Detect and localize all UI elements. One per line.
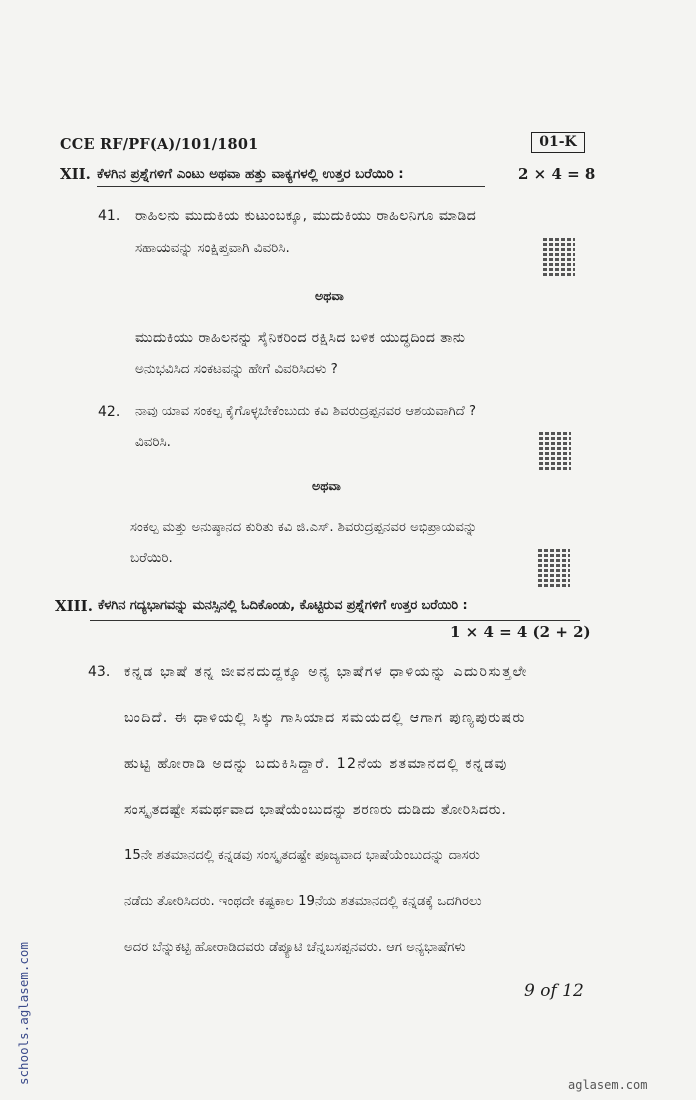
section-xii-instruction: ಕೆಳಗಿನ ಪ್ರಶ್ನೆಗಳಿಗೆ ಎಂಟು ಅಥವಾ ಹತ್ತು ವಾಕ್ಯಗಳಲ್ಲಿ ಉತ್ತರ ಬರೆಯಿರಿ : xyxy=(97,166,404,182)
passage-line: ಅದರ ಬೆನ್ನುಕಟ್ಟಿ ಹೋರಾಡಿದವರು ಡೆಪ್ಯೂಟಿ ಚೆನ್ನಬಸಪ್ಪನವರು. ಆಗ ಅನ್ಯಭಾಷೆಗಳು xyxy=(124,940,466,955)
question-42-line-2: ವಿವರಿಸಿ. xyxy=(135,434,171,450)
bottom-watermark: aglasem.com xyxy=(568,1078,648,1092)
section-xii-numeral: XII. xyxy=(60,165,91,183)
passage-line: ಹುಟ್ಟಿ ಹೋರಾಡಿ ಅದನ್ನು ಬದುಕಿಸಿದ್ದಾರೆ. 12ನೆಯ ಶತಮಾನದಲ್ಲಿ ಕನ್ನಡವು xyxy=(124,756,508,772)
passage-line: 15ನೇ ಶತಮಾನದಲ್ಲಿ ಕನ್ನಡವು ಸಂಸ್ಕೃತದಷ್ಟೇ ಪೂಜ್ಯವಾದ ಭಾಷೆಯೆಂಬುದನ್ನು ದಾಸರು xyxy=(124,848,480,863)
paper-code: CCE RF/PF(A)/101/1801 xyxy=(60,136,259,153)
passage-line: ಸಂಸ್ಕೃತದಷ್ಟೇ ಸಮರ್ಥವಾದ ಭಾಷೆಯೆಂಬುದನ್ನು ಶರಣರು ದುಡಿದು ತೋರಿಸಿದರು. xyxy=(124,802,507,818)
qr-code-icon xyxy=(537,432,571,472)
section-xiii-numeral: XIII. xyxy=(55,597,93,615)
question-41-or-label: ಅಥವಾ xyxy=(315,288,344,303)
question-41-alt-line-1: ಮುದುಕಿಯು ರಾಹಿಲನನ್ನು ಸೈನಿಕರಿಂದ ರಕ್ಷಿಸಿದ ಬಳಿಕ ಯುದ್ಧದಿಂದ ತಾನು xyxy=(135,330,466,346)
question-41-alt-line-2: ಅನುಭವಿಸಿದ ಸಂಕಟವನ್ನು ಹೇಗೆ ವಿವರಿಸಿದಳು ? xyxy=(135,361,338,377)
question-41-line-2: ಸಹಾಯವನ್ನು ಸಂಕ್ಷಿಪ್ತವಾಗಿ ವಿವರಿಸಿ. xyxy=(135,240,290,256)
question-41-line-1: ರಾಹಿಲನು ಮುದುಕಿಯ ಕುಟುಂಬಕ್ಕೂ, ಮುದುಕಿಯು ರಾಹಿಲನಿಗೂ ಮಾಡಿದ xyxy=(135,208,477,224)
passage-line: ಬಂದಿದೆ. ಈ ಧಾಳಿಯಲ್ಲಿ ಸಿಕ್ಕು ಗಾಸಿಯಾದ ಸಮಯದಲ್ಲಿ ಆಗಾಗ ಪುಣ್ಯಪುರುಷರು xyxy=(124,710,526,726)
section-xiii-marks: 1 × 4 = 4 (2 + 2) xyxy=(450,623,591,641)
passage-line: ಕನ್ನಡ ಭಾಷೆ ತನ್ನ ಜೀವನದುದ್ದಕ್ಕೂ ಅನ್ಯ ಭಾಷೆಗಳ ಧಾಳಿಯನ್ನು ಎದುರಿಸುತ್ತಲೇ xyxy=(124,664,528,680)
version-code-box: 01-K xyxy=(531,132,585,153)
qr-code-icon xyxy=(541,238,575,278)
section-xiii-instruction: ಕೆಳಗಿನ ಗದ್ಯಭಾಗವನ್ನು ಮನಸ್ಸಿನಲ್ಲಿ ಓದಿಕೊಂಡು, ಕೊಟ್ಟಿರುವ ಪ್ರಶ್ನೆಗಳಿಗೆ ಉತ್ತರ ಬರೆಯಿರಿ : xyxy=(98,598,468,613)
question-42-alt-line-2: ಬರೆಯಿರಿ. xyxy=(130,550,173,566)
question-43-number: 43. xyxy=(88,664,111,680)
section-xii-marks: 2 × 4 = 8 xyxy=(518,165,596,183)
question-42-alt-line-1: ಸಂಕಲ್ಪ ಮತ್ತು ಅನುಷ್ಠಾನದ ಕುರಿತು ಕವಿ ಜಿ.ಎಸ್. ಶಿವರುದ್ರಪ್ಪನವರ ಅಭಿಪ್ರಾಯವನ್ನು xyxy=(130,520,478,535)
side-watermark: schools.aglasem.com xyxy=(16,942,31,1085)
question-42-number: 42. xyxy=(98,404,121,420)
section-xiii-underline xyxy=(90,620,580,621)
qr-code-icon xyxy=(536,549,570,589)
passage-line: ನಡೆದು ತೋರಿಸಿದರು. ಇಂಥದೇ ಕಷ್ಟಕಾಲ 19ನೆಯ ಶತಮಾನದಲ್ಲಿ ಕನ್ನಡಕ್ಕೆ ಒದಗಿರಲು xyxy=(124,894,482,909)
question-42-line-1: ನಾವು ಯಾವ ಸಂಕಲ್ಪ ಕೈಗೊಳ್ಳಬೇಕೆಂಬುದು ಕವಿ ಶಿವರುದ್ರಪ್ಪನವರ ಆಶಯವಾಗಿದೆ ? xyxy=(135,404,476,419)
section-xii-underline xyxy=(97,186,485,187)
question-42-or-label: ಅಥವಾ xyxy=(312,478,341,493)
page-number: 9 of 12 xyxy=(524,981,584,1001)
question-41-number: 41. xyxy=(98,208,121,224)
